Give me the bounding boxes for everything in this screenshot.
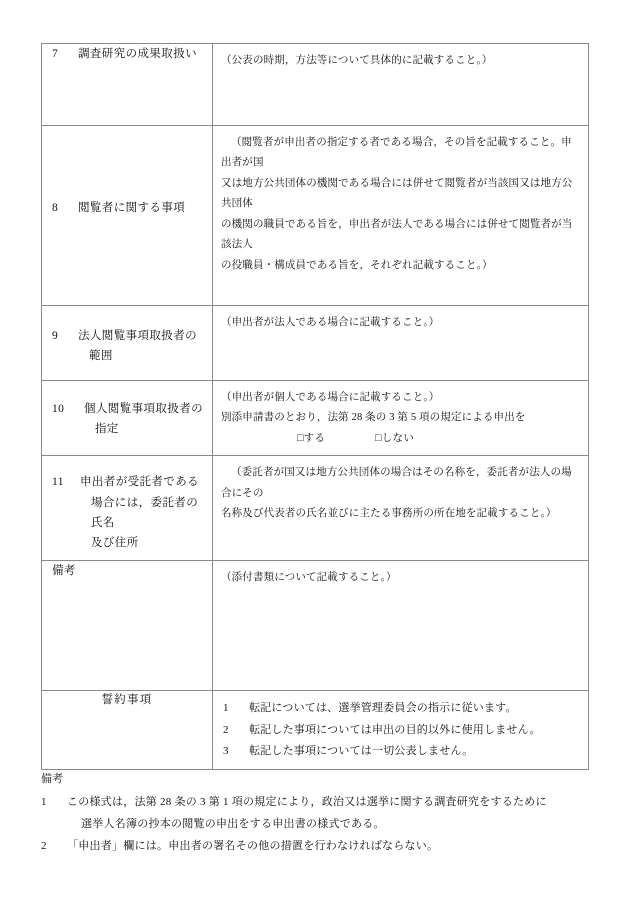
table-row <box>42 381 589 456</box>
footer-note-text: 「申出者」欄には。申出者の署名その他の措置を行わなければならない。 <box>67 840 439 853</box>
application-form-table <box>41 43 589 770</box>
footer-note-number: 2 <box>41 840 47 853</box>
row-content-cell-pledge <box>213 691 589 769</box>
row-number-11: 11 <box>52 476 64 489</box>
row-label-remarks: 備考 <box>52 565 76 578</box>
row-label-10: 個人閲覧事項取扱者の 指定 <box>84 403 203 436</box>
checkbox-option-no[interactable]: □しない <box>375 432 415 444</box>
footer-note-text: この様式は，法第 28 条の 3 第 1 項の規定により，政治又は選挙に関する調査研究をするために 選挙人名簿の抄本の閲覧の申出をする申出書の様式である。 <box>67 796 547 830</box>
pledge-item-text: 転記については、選挙管理委員会の指示に従います。 <box>249 702 517 715</box>
content-line: （添付書類について記載すること。） <box>221 572 397 584</box>
table-row <box>42 456 589 561</box>
pledge-item-number: 1 <box>223 702 229 715</box>
content-line: 別添申請書のとおり，法第 28 条の 3 第 5 項の規定による申出を <box>221 412 526 424</box>
row-label-cell-11 <box>42 456 213 561</box>
pledge-item-text: 転記した事項については申出の目的以外に使用しません。 <box>249 723 541 736</box>
row-content-cell-8[interactable] <box>213 126 589 306</box>
row-label-11: 申出者が受託者である 場合には，委託者の氏名 及び住所 <box>80 476 199 549</box>
row-label-9: 法人閲覧事項取扱者の 範囲 <box>78 330 197 363</box>
row-label-cell-7 <box>42 44 213 126</box>
footer-notes <box>41 769 591 858</box>
row-number-7: 7 <box>52 48 59 60</box>
row-label-cell-9 <box>42 306 213 381</box>
content-line: の機関の職員である旨を，申出者が法人である場合には併せて閲覧者が当該法人 <box>221 218 573 251</box>
content-line: （委託者が国又は地方公共団体の場合はその名称を，委託者が法人の場合にその <box>221 467 572 499</box>
content-line: 名称及び代表者の氏名並びに主たる事務所の所在地を記載すること。） <box>221 508 557 520</box>
row-content-cell-9[interactable] <box>213 306 589 381</box>
table-row <box>42 306 589 381</box>
checkbox-options <box>221 429 580 449</box>
table-row <box>42 44 589 126</box>
row-label-8: 閲覧者に関する事項 <box>78 202 186 214</box>
content-line: 又は地方公共団体の機関である場合には併せて閲覧者が当該国又は地方公共団体 <box>221 177 573 210</box>
content-line: （閲覧者が申出者の指定する者である場合，その旨を記載すること。申出者が国 <box>221 137 572 169</box>
row-content-cell-7[interactable] <box>213 44 589 126</box>
row-label-cell-10 <box>42 381 213 456</box>
checkbox-option-yes[interactable]: □する <box>297 432 326 444</box>
pledge-item-number: 2 <box>223 723 229 736</box>
content-line: （申出者が個人である場合に記載すること。） <box>221 392 440 403</box>
row-content-cell-remarks[interactable] <box>213 561 589 691</box>
footer-note-item <box>41 792 591 835</box>
pledge-item-number: 3 <box>223 745 229 758</box>
content-line: （公表の時期，方法等について具体的に記載すること。） <box>221 55 493 66</box>
pledge-item <box>223 741 580 762</box>
pledge-item-text: 転記した事項については一切公表しません。 <box>249 745 474 758</box>
table-row <box>42 691 589 769</box>
footer-note-number: 1 <box>41 796 47 809</box>
row-number-9: 9 <box>52 330 59 342</box>
row-number-10: 10 <box>52 403 65 415</box>
pledge-item <box>223 698 580 719</box>
row-label-cell-pledge <box>42 691 213 769</box>
table-row <box>42 561 589 691</box>
table-row <box>42 126 589 306</box>
row-number-8: 8 <box>52 202 59 214</box>
content-line: の役職員・構成員である旨を，それぞれ記載すること。） <box>221 259 493 271</box>
row-label-cell-8 <box>42 126 213 306</box>
row-label-cell-remarks <box>42 561 213 691</box>
footer-note-item <box>41 836 591 857</box>
pledge-item <box>223 720 580 741</box>
row-label-7: 調査研究の成果取扱い <box>78 48 197 60</box>
row-label-pledge: 誓約事項 <box>101 694 153 707</box>
row-content-cell-11[interactable] <box>213 456 589 561</box>
content-line: （申出者が法人である場合に記載すること。） <box>221 317 440 328</box>
footer-notes-title: 備考 <box>41 773 64 785</box>
row-content-cell-10[interactable] <box>213 381 589 456</box>
